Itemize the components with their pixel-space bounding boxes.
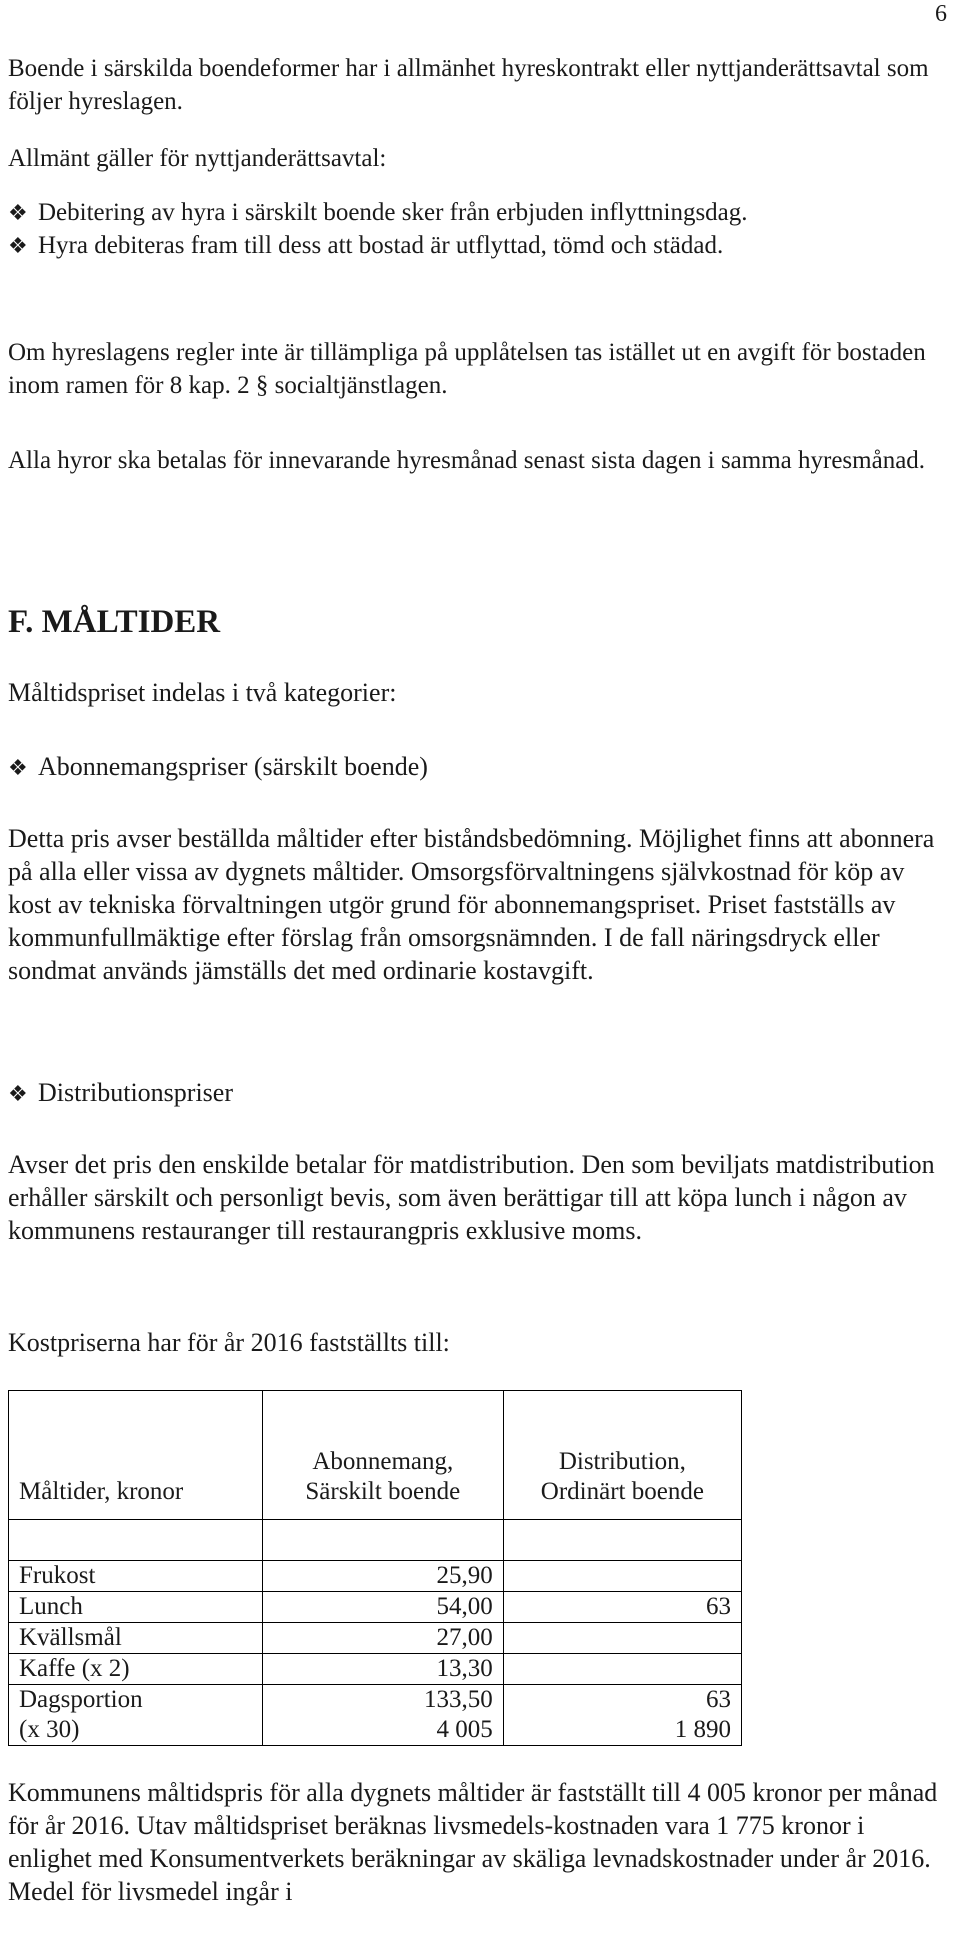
price-intro: Kostpriserna har för år 2016 fastställts till: (8, 1328, 450, 1357)
price-table (8, 1390, 742, 1746)
row-distribution: 63 (503, 1592, 741, 1623)
row-distribution (503, 1623, 741, 1654)
table-row (9, 1654, 742, 1685)
four-diamond-bullet-icon: ❖ (8, 755, 28, 780)
row-abonnemang: 25,90 (262, 1561, 503, 1592)
row-label: Kvällsmål (9, 1623, 263, 1654)
section-intro-block (8, 676, 938, 709)
abonnemang-text: Detta pris avser beställda måltider efter biståndsbedömning. Möjlighet finns att abonnera på alla eller vissa av dygnets måltider. Omsorgsförvaltningens självkostnad för köp av kost av tekniska förvaltningen utgör grund för abonnemangspriset. Priset fastställs av kommunfullmäktige efter förslag från omsorgsnämnden. I de fall näringsdryck eller sondmat används jämställs det med ordinarie kostavgift. (8, 824, 935, 985)
list-item (8, 1076, 938, 1110)
list-item (8, 750, 938, 784)
row-label: Frukost (9, 1561, 263, 1592)
four-diamond-bullet-icon: ❖ (8, 1081, 28, 1106)
row-abonnemang: 133,50 4 005 (262, 1685, 503, 1746)
row-distribution: 63 1 890 (503, 1685, 741, 1746)
abonnemang-text-block (8, 822, 938, 987)
row-distribution (503, 1561, 741, 1592)
row-distribution (503, 1654, 741, 1685)
header-abonnemang: Abonnemang, Särskilt boende (262, 1391, 503, 1520)
table-row (9, 1685, 742, 1746)
page-number: 6 (935, 1, 947, 27)
table-row (9, 1561, 742, 1592)
four-diamond-bullet-icon: ❖ (8, 233, 28, 258)
bullet-text: Hyra debiteras fram till dess att bostad är utflyttad, tömd och städad. (38, 232, 724, 259)
bullet-text: Debitering av hyra i särskilt boende sker från erbjuden inflyttningsdag. (38, 199, 748, 226)
bullet-text: Abonnemangspriser (särskilt boende) (38, 752, 428, 781)
paragraph-hyreslagen-block (8, 336, 938, 402)
closing-paragraph: Kommunens måltidspris för alla dygnets måltider är fastställt till 4 005 kronor per månad för år 2016. Utav måltidspriset beräknas livsmedels-kostnaden vara 1 775 kronor i enlighet med Konsumentverkets beräkningar av skäliga levnadskostnader under år 2016. Medel för livsmedel ingår i (8, 1778, 938, 1906)
table-row (9, 1623, 742, 1654)
section-heading: F. MÅLTIDER (8, 604, 221, 640)
bullet-list-1 (8, 196, 938, 262)
list-item (8, 229, 938, 262)
four-diamond-bullet-icon: ❖ (8, 200, 28, 225)
header-maltider: Måltider, kronor (9, 1391, 263, 1520)
table-header-row (9, 1391, 742, 1520)
table-spacer-row (9, 1520, 742, 1561)
row-label: Dagsportion (x 30) (9, 1685, 263, 1746)
row-label: Kaffe (x 2) (9, 1654, 263, 1685)
paragraph-hyreslagen: Om hyreslagens regler inte är tillämpliga på upplåtelsen tas istället ut en avgift för bostaden inom ramen för 8 kap. 2 § socialtjänstlagen. (8, 339, 926, 399)
row-label: Lunch (9, 1592, 263, 1623)
closing-block (8, 1776, 938, 1908)
header-distribution: Distribution, Ordinärt boende (503, 1391, 741, 1520)
list-item (8, 196, 938, 229)
row-abonnemang: 13,30 (262, 1654, 503, 1685)
paragraph-boende: Boende i särskilda boendeformer har i allmänhet hyreskontrakt eller nyttjanderättsavtal som följer hyreslagen. (8, 55, 929, 115)
nyttjande-section (8, 142, 938, 175)
bullet-abonnemang (8, 750, 938, 784)
row-abonnemang: 54,00 (262, 1592, 503, 1623)
paragraph-betalning: Alla hyror ska betalas för innevarande hyresmånad senast sista dagen i samma hyresmånad. (8, 447, 926, 474)
price-intro-block (8, 1326, 938, 1359)
distribution-text-block (8, 1148, 938, 1247)
row-abonnemang: 27,00 (262, 1623, 503, 1654)
table-row (9, 1592, 742, 1623)
intro-paragraph (8, 52, 938, 118)
paragraph-allmant: Allmänt gäller för nyttjanderättsavtal: (8, 145, 387, 172)
distribution-text: Avser det pris den enskilde betalar för matdistribution. Den som beviljats matdistribution erhåller särskilt och personligt bevis, som även berättigar till att köpa lunch i någon av kommunens restauranger till restaurangpris exklusive moms. (8, 1150, 935, 1245)
section-intro: Måltidspriset indelas i två kategorier: (8, 678, 397, 707)
paragraph-betalning-block (8, 444, 938, 477)
bullet-distribution (8, 1076, 938, 1110)
bullet-text: Distributionspriser (38, 1078, 233, 1107)
